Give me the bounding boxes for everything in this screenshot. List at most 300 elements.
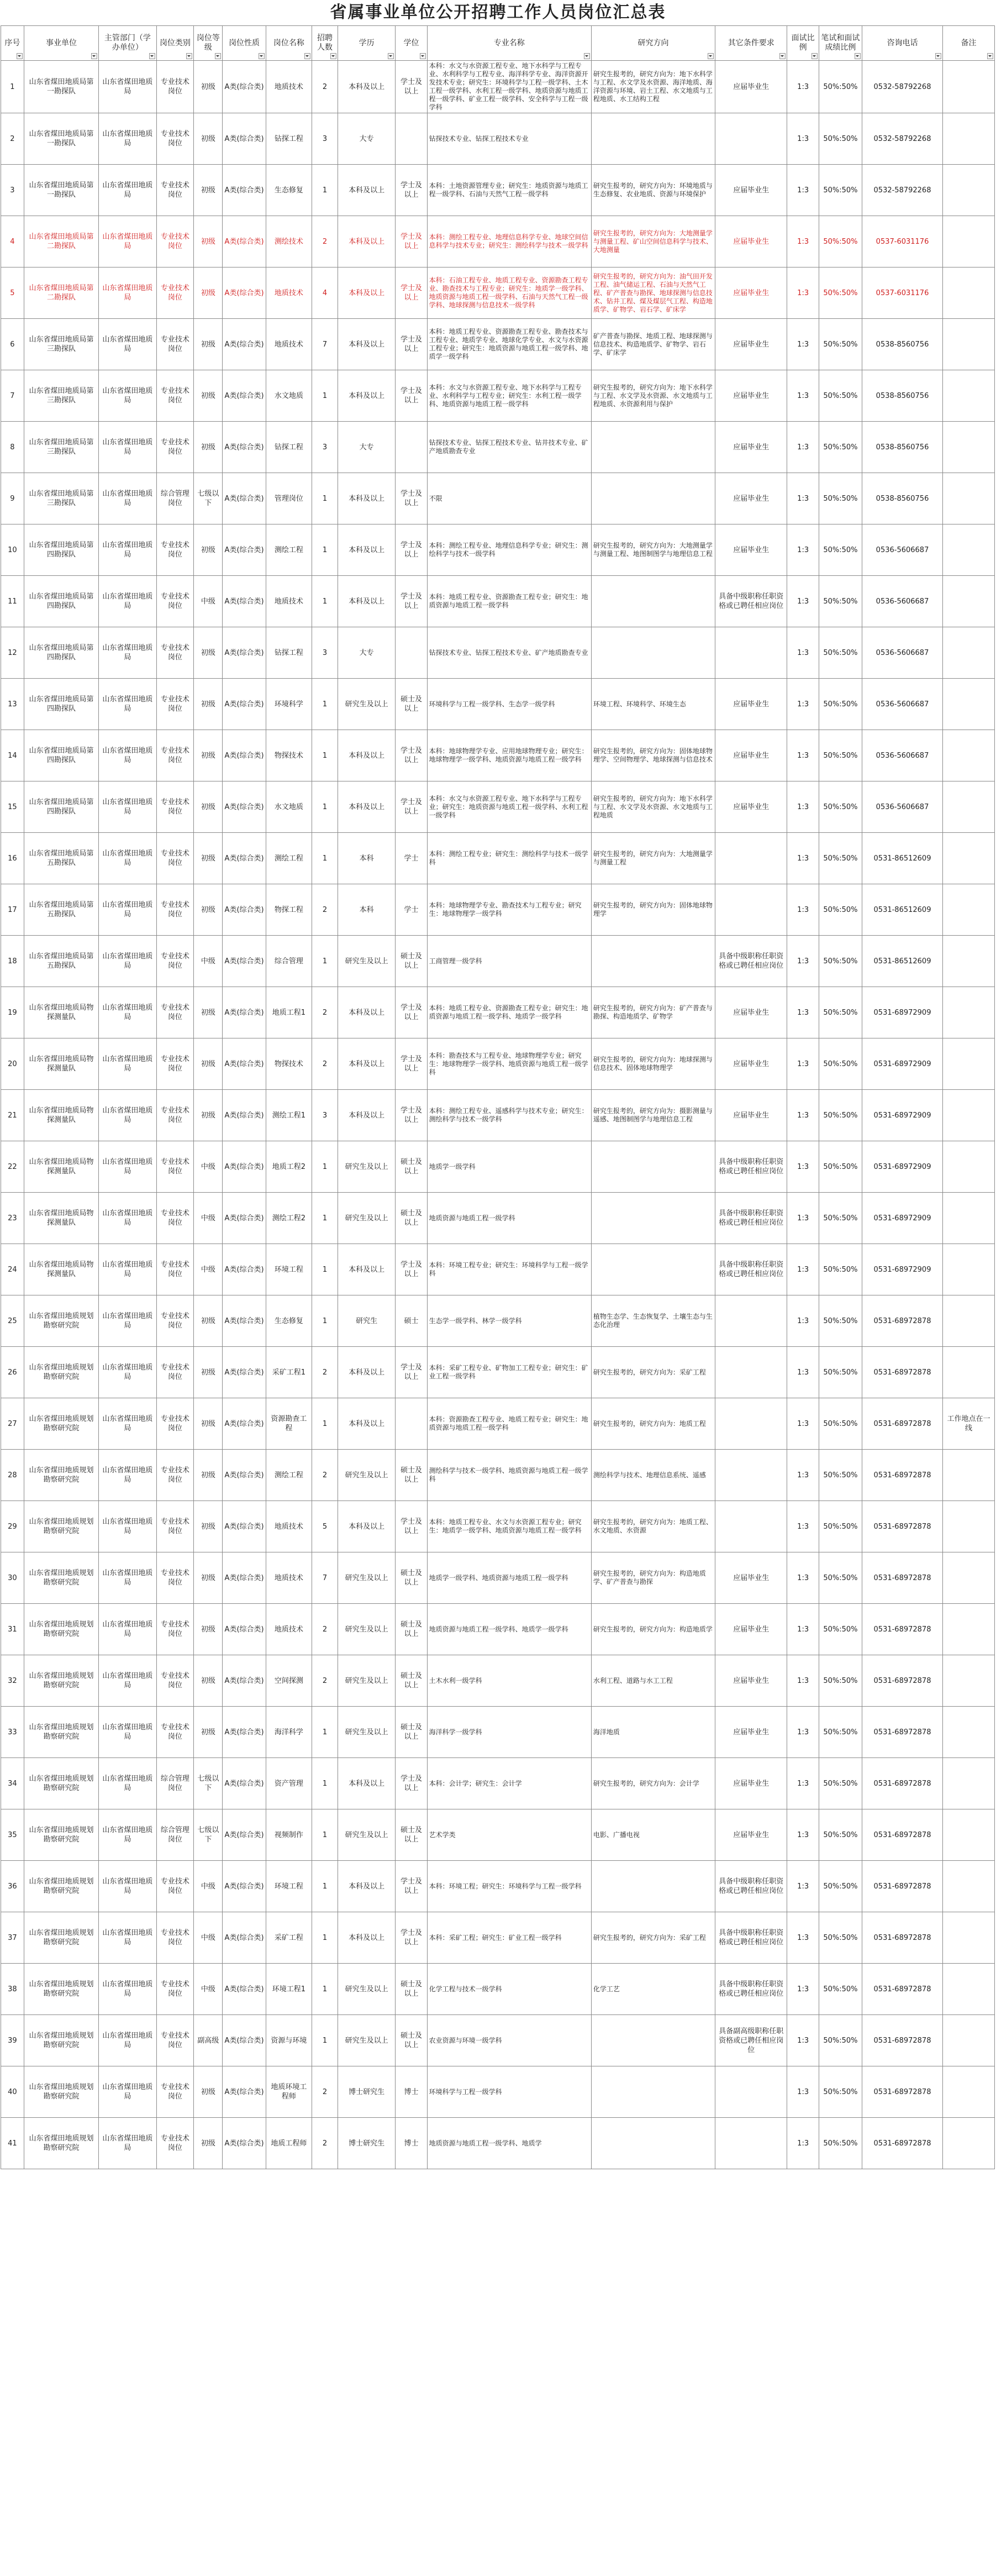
cell-interview-ratio[interactable]: 1:3: [787, 1295, 819, 1347]
cell-department[interactable]: 山东省煤田地质局: [99, 679, 156, 730]
cell-education[interactable]: 本科及以上: [338, 524, 396, 576]
cell-education[interactable]: 本科: [338, 833, 396, 884]
cell-education[interactable]: 本科及以上: [338, 1861, 396, 1912]
cell-note[interactable]: [943, 1090, 995, 1141]
cell-education[interactable]: 本科及以上: [338, 165, 396, 216]
filter-dropdown-icon[interactable]: [215, 53, 221, 59]
cell-unit[interactable]: 山东省煤田地质规划勘察研究院: [24, 1295, 99, 1347]
cell-index[interactable]: 37: [1, 1912, 24, 1964]
cell-note[interactable]: [943, 319, 995, 370]
cell-unit[interactable]: 山东省煤田地质局第二勘探队: [24, 267, 99, 319]
cell-index[interactable]: 2: [1, 113, 24, 165]
cell-post-level[interactable]: 初级: [194, 781, 223, 833]
cell-department[interactable]: 山东省煤田地质局: [99, 1295, 156, 1347]
cell-score-ratio[interactable]: 50%:50%: [819, 1707, 862, 1758]
cell-other-requirements[interactable]: 具备中级职称任职资格或已聘任相应岗位: [715, 1244, 787, 1295]
cell-post-name[interactable]: 水文地质: [266, 370, 312, 422]
cell-headcount[interactable]: 1: [312, 576, 338, 627]
cell-major[interactable]: 本科：水文与水资源工程专业、地下水科学与工程专业、水利科学与工程专业、海洋科学专业、海洋资源开发技术专业；研究生：环境科学与工程一级学科、土木工程一级学科、水利工程一级学科、地质资源与地质工程一级学科、矿业工程一级学科、安全科学与工程一级学科: [427, 61, 591, 113]
cell-post-category[interactable]: 专业技术岗位: [156, 781, 194, 833]
cell-phone[interactable]: 0531-68972878: [862, 1450, 943, 1501]
cell-index[interactable]: 28: [1, 1450, 24, 1501]
cell-post-name[interactable]: 环境科学: [266, 679, 312, 730]
cell-post-name[interactable]: 海洋科学: [266, 1707, 312, 1758]
cell-phone[interactable]: 0531-86512609: [862, 833, 943, 884]
cell-headcount[interactable]: 1: [312, 524, 338, 576]
cell-phone[interactable]: 0531-68972878: [862, 1655, 943, 1707]
cell-post-level[interactable]: 七级以下: [194, 473, 223, 524]
cell-note[interactable]: [943, 679, 995, 730]
cell-post-level[interactable]: 初级: [194, 2118, 223, 2169]
cell-note[interactable]: [943, 1193, 995, 1244]
cell-post-level[interactable]: 初级: [194, 165, 223, 216]
cell-unit[interactable]: 山东省煤田地质规划勘察研究院: [24, 1912, 99, 1964]
cell-post-name[interactable]: 空间探测: [266, 1655, 312, 1707]
cell-note[interactable]: [943, 1912, 995, 1964]
cell-education[interactable]: 本科及以上: [338, 1398, 396, 1450]
cell-department[interactable]: 山东省煤田地质局: [99, 627, 156, 679]
cell-score-ratio[interactable]: 50%:50%: [819, 267, 862, 319]
cell-department[interactable]: 山东省煤田地质局: [99, 473, 156, 524]
cell-other-requirements[interactable]: 应届毕业生: [715, 1707, 787, 1758]
cell-other-requirements[interactable]: 应届毕业生: [715, 473, 787, 524]
cell-post-name[interactable]: 管理岗位: [266, 473, 312, 524]
cell-post-name[interactable]: 地质技术: [266, 1552, 312, 1604]
cell-other-requirements[interactable]: [715, 1347, 787, 1398]
cell-post-level[interactable]: 初级: [194, 113, 223, 165]
cell-research-direction[interactable]: 植物生态学、生态恢复学、土壤生态与生态化治理: [591, 1295, 715, 1347]
cell-other-requirements[interactable]: 应届毕业生: [715, 165, 787, 216]
cell-post-level[interactable]: 七级以下: [194, 1809, 223, 1861]
cell-department[interactable]: 山东省煤田地质局: [99, 1861, 156, 1912]
cell-index[interactable]: 3: [1, 165, 24, 216]
cell-unit[interactable]: 山东省煤田地质规划勘察研究院: [24, 1655, 99, 1707]
cell-index[interactable]: 9: [1, 473, 24, 524]
cell-interview-ratio[interactable]: 1:3: [787, 1758, 819, 1809]
cell-degree[interactable]: 学士及以上: [396, 165, 427, 216]
cell-unit[interactable]: 山东省煤田地质规划勘察研究院: [24, 1398, 99, 1450]
cell-education[interactable]: 本科及以上: [338, 216, 396, 267]
cell-post-category[interactable]: 专业技术岗位: [156, 61, 194, 113]
cell-post-category[interactable]: 专业技术岗位: [156, 2015, 194, 2066]
cell-department[interactable]: 山东省煤田地质局: [99, 987, 156, 1038]
cell-education[interactable]: 研究生及以上: [338, 1141, 396, 1193]
cell-degree[interactable]: 硕士及以上: [396, 2015, 427, 2066]
cell-interview-ratio[interactable]: 1:3: [787, 1912, 819, 1964]
cell-index[interactable]: 10: [1, 524, 24, 576]
cell-index[interactable]: 26: [1, 1347, 24, 1398]
cell-unit[interactable]: 山东省煤田地质局第三勘探队: [24, 473, 99, 524]
cell-phone[interactable]: 0531-68972878: [862, 1707, 943, 1758]
cell-department[interactable]: 山东省煤田地质局: [99, 1501, 156, 1552]
cell-post-level[interactable]: 初级: [194, 319, 223, 370]
cell-post-nature[interactable]: A类(综合类): [223, 884, 266, 936]
cell-education[interactable]: 本科及以上: [338, 319, 396, 370]
cell-degree[interactable]: 学士及以上: [396, 1912, 427, 1964]
cell-research-direction[interactable]: 研究生报考的，研究方向为：地质工程: [591, 1398, 715, 1450]
cell-post-nature[interactable]: A类(综合类): [223, 1655, 266, 1707]
cell-score-ratio[interactable]: 50%:50%: [819, 370, 862, 422]
cell-other-requirements[interactable]: 应届毕业生: [715, 987, 787, 1038]
cell-unit[interactable]: 山东省煤田地质规划勘察研究院: [24, 2066, 99, 2118]
cell-major[interactable]: 本科：石油工程专业、地质工程专业、资源勘查工程专业、勘查技术与工程专业；研究生：地质学一级学科、地质资源与地质工程一级学科、石油与天然气工程一级学科、地球探测与信息技术一级学科: [427, 267, 591, 319]
cell-education[interactable]: 大专: [338, 422, 396, 473]
cell-note[interactable]: 工作地点在一线: [943, 1398, 995, 1450]
cell-other-requirements[interactable]: 应届毕业生: [715, 216, 787, 267]
cell-unit[interactable]: 山东省煤田地质局物探测量队: [24, 1244, 99, 1295]
cell-education[interactable]: 研究生及以上: [338, 1450, 396, 1501]
cell-post-category[interactable]: 专业技术岗位: [156, 422, 194, 473]
cell-post-name[interactable]: 测绘技术: [266, 216, 312, 267]
cell-score-ratio[interactable]: 50%:50%: [819, 781, 862, 833]
cell-education[interactable]: 研究生及以上: [338, 1707, 396, 1758]
cell-headcount[interactable]: 3: [312, 627, 338, 679]
filter-dropdown-icon[interactable]: [708, 53, 714, 59]
cell-headcount[interactable]: 7: [312, 1552, 338, 1604]
cell-post-category[interactable]: 专业技术岗位: [156, 833, 194, 884]
cell-headcount[interactable]: 1: [312, 781, 338, 833]
cell-post-category[interactable]: 专业技术岗位: [156, 319, 194, 370]
cell-degree[interactable]: 学士及以上: [396, 987, 427, 1038]
cell-research-direction[interactable]: 研究生报考的，研究方向为：固体地球物理学: [591, 884, 715, 936]
cell-post-nature[interactable]: A类(综合类): [223, 370, 266, 422]
cell-phone[interactable]: 0531-68972878: [862, 1964, 943, 2015]
cell-unit[interactable]: 山东省煤田地质局第二勘探队: [24, 216, 99, 267]
cell-major[interactable]: 钻探技术专业、钻探工程技术专业、矿产地质勘查专业: [427, 627, 591, 679]
cell-post-name[interactable]: 地质技术: [266, 267, 312, 319]
cell-research-direction[interactable]: [591, 473, 715, 524]
cell-research-direction[interactable]: [591, 1861, 715, 1912]
cell-degree[interactable]: 学士及以上: [396, 1861, 427, 1912]
cell-interview-ratio[interactable]: 1:3: [787, 267, 819, 319]
cell-index[interactable]: 19: [1, 987, 24, 1038]
cell-post-name[interactable]: 环境工程: [266, 1861, 312, 1912]
cell-index[interactable]: 25: [1, 1295, 24, 1347]
cell-unit[interactable]: 山东省煤田地质规划勘察研究院: [24, 1964, 99, 2015]
cell-major[interactable]: 化学工程与技术一级学科: [427, 1964, 591, 2015]
cell-interview-ratio[interactable]: 1:3: [787, 1655, 819, 1707]
cell-post-name[interactable]: 生态修复: [266, 1295, 312, 1347]
cell-post-name[interactable]: 物探技术: [266, 1038, 312, 1090]
cell-interview-ratio[interactable]: 1:3: [787, 2015, 819, 2066]
cell-research-direction[interactable]: 研究生报考的，研究方向为：地质工程、水文地质、水资源: [591, 1501, 715, 1552]
cell-headcount[interactable]: 1: [312, 1193, 338, 1244]
cell-note[interactable]: [943, 61, 995, 113]
cell-degree[interactable]: [396, 1398, 427, 1450]
cell-interview-ratio[interactable]: 1:3: [787, 524, 819, 576]
cell-headcount[interactable]: 1: [312, 1758, 338, 1809]
cell-note[interactable]: [943, 1244, 995, 1295]
filter-dropdown-icon[interactable]: [779, 53, 786, 59]
cell-post-category[interactable]: 专业技术岗位: [156, 576, 194, 627]
cell-interview-ratio[interactable]: 1:3: [787, 730, 819, 781]
cell-post-nature[interactable]: A类(综合类): [223, 1038, 266, 1090]
filter-dropdown-icon[interactable]: [17, 53, 23, 59]
cell-department[interactable]: 山东省煤田地质局: [99, 61, 156, 113]
cell-post-level[interactable]: 初级: [194, 1450, 223, 1501]
cell-unit[interactable]: 山东省煤田地质规划勘察研究院: [24, 1347, 99, 1398]
cell-post-nature[interactable]: A类(综合类): [223, 1398, 266, 1450]
cell-phone[interactable]: 0531-68972909: [862, 1193, 943, 1244]
cell-major[interactable]: 土木水利一级学科: [427, 1655, 591, 1707]
cell-note[interactable]: [943, 1295, 995, 1347]
cell-research-direction[interactable]: [591, 1141, 715, 1193]
cell-post-name[interactable]: 地质工程师: [266, 2118, 312, 2169]
cell-index[interactable]: 40: [1, 2066, 24, 2118]
cell-degree[interactable]: 学士及以上: [396, 61, 427, 113]
cell-interview-ratio[interactable]: 1:3: [787, 627, 819, 679]
cell-post-level[interactable]: 七级以下: [194, 1758, 223, 1809]
cell-research-direction[interactable]: [591, 2118, 715, 2169]
cell-headcount[interactable]: 1: [312, 1244, 338, 1295]
cell-department[interactable]: 山东省煤田地质局: [99, 936, 156, 987]
cell-phone[interactable]: 0531-68972878: [862, 1809, 943, 1861]
cell-index[interactable]: 18: [1, 936, 24, 987]
cell-score-ratio[interactable]: 50%:50%: [819, 1861, 862, 1912]
cell-research-direction[interactable]: [591, 113, 715, 165]
cell-headcount[interactable]: 2: [312, 2118, 338, 2169]
cell-degree[interactable]: 学士及以上: [396, 216, 427, 267]
cell-post-category[interactable]: 专业技术岗位: [156, 216, 194, 267]
cell-research-direction[interactable]: 研究生报考的，研究方向为：矿产普查与勘探、构造地质学、矿物学: [591, 987, 715, 1038]
cell-other-requirements[interactable]: 应届毕业生: [715, 1604, 787, 1655]
cell-unit[interactable]: 山东省煤田地质局物探测量队: [24, 1090, 99, 1141]
cell-phone[interactable]: 0531-68972878: [862, 1552, 943, 1604]
cell-unit[interactable]: 山东省煤田地质局第四勘探队: [24, 781, 99, 833]
cell-education[interactable]: 研究生及以上: [338, 1964, 396, 2015]
filter-dropdown-icon[interactable]: [330, 53, 336, 59]
cell-post-nature[interactable]: A类(综合类): [223, 576, 266, 627]
cell-post-level[interactable]: 初级: [194, 267, 223, 319]
cell-research-direction[interactable]: 研究生报考的，研究方向为：会计学: [591, 1758, 715, 1809]
cell-index[interactable]: 8: [1, 422, 24, 473]
cell-post-nature[interactable]: A类(综合类): [223, 1552, 266, 1604]
cell-degree[interactable]: 硕士: [396, 1295, 427, 1347]
cell-department[interactable]: 山东省煤田地质局: [99, 1552, 156, 1604]
cell-post-level[interactable]: 中级: [194, 936, 223, 987]
cell-research-direction[interactable]: 环境工程、环境科学、环境生态: [591, 679, 715, 730]
cell-major[interactable]: 本科：地质工程专业、资源勘查工程专业、勘查技术与工程专业、地质学专业、地球化学专业、水文与水资源工程专业；研究生：地质资源与地质工程一级学科、地质学一级学科: [427, 319, 591, 370]
cell-post-name[interactable]: 地质工程1: [266, 987, 312, 1038]
cell-other-requirements[interactable]: 具备中级职称任职资格或已聘任相应岗位: [715, 1193, 787, 1244]
cell-score-ratio[interactable]: 50%:50%: [819, 730, 862, 781]
cell-post-nature[interactable]: A类(综合类): [223, 216, 266, 267]
cell-headcount[interactable]: 1: [312, 936, 338, 987]
cell-education[interactable]: 大专: [338, 113, 396, 165]
cell-phone[interactable]: 0531-68972878: [862, 1758, 943, 1809]
cell-unit[interactable]: 山东省煤田地质局第三勘探队: [24, 319, 99, 370]
cell-interview-ratio[interactable]: 1:3: [787, 422, 819, 473]
cell-post-name[interactable]: 地质技术: [266, 319, 312, 370]
cell-note[interactable]: [943, 781, 995, 833]
cell-post-category[interactable]: 专业技术岗位: [156, 1861, 194, 1912]
cell-education[interactable]: 本科及以上: [338, 473, 396, 524]
cell-degree[interactable]: 硕士及以上: [396, 1707, 427, 1758]
cell-other-requirements[interactable]: 应届毕业生: [715, 1758, 787, 1809]
cell-education[interactable]: 大专: [338, 627, 396, 679]
cell-post-name[interactable]: 环境工程1: [266, 1964, 312, 2015]
cell-phone[interactable]: 0538-8560756: [862, 370, 943, 422]
cell-education[interactable]: 本科及以上: [338, 1244, 396, 1295]
cell-post-category[interactable]: 专业技术岗位: [156, 1552, 194, 1604]
cell-index[interactable]: 21: [1, 1090, 24, 1141]
cell-degree[interactable]: 学士及以上: [396, 576, 427, 627]
cell-other-requirements[interactable]: [715, 833, 787, 884]
cell-score-ratio[interactable]: 50%:50%: [819, 1809, 862, 1861]
cell-headcount[interactable]: 1: [312, 730, 338, 781]
cell-headcount[interactable]: 2: [312, 61, 338, 113]
cell-other-requirements[interactable]: [715, 1295, 787, 1347]
cell-research-direction[interactable]: [591, 576, 715, 627]
cell-post-level[interactable]: 初级: [194, 1655, 223, 1707]
cell-post-name[interactable]: 测绘工程2: [266, 1193, 312, 1244]
cell-unit[interactable]: 山东省煤田地质局第四勘探队: [24, 730, 99, 781]
filter-dropdown-icon[interactable]: [811, 53, 818, 59]
cell-post-name[interactable]: 生态修复: [266, 165, 312, 216]
cell-degree[interactable]: 学士及以上: [396, 473, 427, 524]
cell-research-direction[interactable]: [591, 1193, 715, 1244]
cell-major[interactable]: 地质学一级学科: [427, 1141, 591, 1193]
cell-research-direction[interactable]: [591, 2066, 715, 2118]
cell-department[interactable]: 山东省煤田地质局: [99, 884, 156, 936]
cell-index[interactable]: 29: [1, 1501, 24, 1552]
cell-department[interactable]: 山东省煤田地质局: [99, 1398, 156, 1450]
cell-unit[interactable]: 山东省煤田地质局第四勘探队: [24, 627, 99, 679]
cell-post-nature[interactable]: A类(综合类): [223, 1604, 266, 1655]
cell-major[interactable]: 本科：采矿工程专业、矿物加工工程专业；研究生：矿业工程一级学科: [427, 1347, 591, 1398]
cell-education[interactable]: 本科: [338, 884, 396, 936]
cell-other-requirements[interactable]: [715, 2066, 787, 2118]
cell-degree[interactable]: 硕士及以上: [396, 1604, 427, 1655]
cell-major[interactable]: 钻探技术专业、钻探工程技术专业、钻井技术专业、矿产地质勘查专业: [427, 422, 591, 473]
cell-post-name[interactable]: 地质工程2: [266, 1141, 312, 1193]
cell-department[interactable]: 山东省煤田地质局: [99, 1193, 156, 1244]
cell-score-ratio[interactable]: 50%:50%: [819, 165, 862, 216]
cell-degree[interactable]: 学士及以上: [396, 1038, 427, 1090]
cell-note[interactable]: [943, 1552, 995, 1604]
cell-unit[interactable]: 山东省煤田地质局物探测量队: [24, 1193, 99, 1244]
cell-interview-ratio[interactable]: 1:3: [787, 1450, 819, 1501]
cell-education[interactable]: 研究生及以上: [338, 936, 396, 987]
cell-department[interactable]: 山东省煤田地质局: [99, 524, 156, 576]
cell-research-direction[interactable]: 研究生报考的，研究方向为：大地测量学与测量工程、矿山空间信息科学与技术、大地测量: [591, 216, 715, 267]
cell-department[interactable]: 山东省煤田地质局: [99, 1912, 156, 1964]
filter-dropdown-icon[interactable]: [388, 53, 394, 59]
cell-major[interactable]: 本科：采矿工程；研究生：矿业工程一级学科: [427, 1912, 591, 1964]
cell-headcount[interactable]: 2: [312, 884, 338, 936]
cell-research-direction[interactable]: 研究生报考的，研究方向为：采矿工程: [591, 1347, 715, 1398]
cell-other-requirements[interactable]: [715, 1501, 787, 1552]
cell-department[interactable]: 山东省煤田地质局: [99, 1090, 156, 1141]
cell-phone[interactable]: 0532-58792268: [862, 61, 943, 113]
cell-phone[interactable]: 0536-5606687: [862, 781, 943, 833]
cell-post-name[interactable]: 物探工程: [266, 884, 312, 936]
cell-major[interactable]: 地质资源与地质工程一级学科: [427, 1193, 591, 1244]
cell-other-requirements[interactable]: 具备中级职称任职资格或已聘任相应岗位: [715, 1964, 787, 2015]
cell-post-name[interactable]: 视频制作: [266, 1809, 312, 1861]
cell-phone[interactable]: 0531-68972909: [862, 1038, 943, 1090]
cell-other-requirements[interactable]: 应届毕业生: [715, 1090, 787, 1141]
cell-post-category[interactable]: 专业技术岗位: [156, 2118, 194, 2169]
cell-department[interactable]: 山东省煤田地质局: [99, 730, 156, 781]
cell-post-category[interactable]: 专业技术岗位: [156, 987, 194, 1038]
cell-research-direction[interactable]: [591, 936, 715, 987]
cell-interview-ratio[interactable]: 1:3: [787, 216, 819, 267]
cell-research-direction[interactable]: [591, 2015, 715, 2066]
cell-post-name[interactable]: 采矿工程1: [266, 1347, 312, 1398]
cell-note[interactable]: [943, 1347, 995, 1398]
cell-post-category[interactable]: 专业技术岗位: [156, 1090, 194, 1141]
cell-note[interactable]: [943, 1450, 995, 1501]
cell-score-ratio[interactable]: 50%:50%: [819, 2066, 862, 2118]
cell-phone[interactable]: 0531-68972878: [862, 1295, 943, 1347]
cell-major[interactable]: 本科：会计学；研究生：会计学: [427, 1758, 591, 1809]
cell-other-requirements[interactable]: 具备中级职称任职资格或已聘任相应岗位: [715, 1912, 787, 1964]
cell-other-requirements[interactable]: 具备副高级职称任职资格或已聘任相应岗位: [715, 2015, 787, 2066]
cell-major[interactable]: 本科：测绘工程专业、遥感科学与技术专业；研究生：测绘科学与技术一级学科: [427, 1090, 591, 1141]
cell-note[interactable]: [943, 987, 995, 1038]
cell-index[interactable]: 41: [1, 2118, 24, 2169]
cell-post-nature[interactable]: A类(综合类): [223, 627, 266, 679]
cell-education[interactable]: 本科及以上: [338, 1501, 396, 1552]
cell-interview-ratio[interactable]: 1:3: [787, 1707, 819, 1758]
filter-dropdown-icon[interactable]: [420, 53, 426, 59]
cell-note[interactable]: [943, 216, 995, 267]
cell-index[interactable]: 33: [1, 1707, 24, 1758]
cell-major[interactable]: 本科：地质工程专业、资源勘查工程专业；研究生：地质资源与地质工程一级学科、地质学一级学科: [427, 987, 591, 1038]
cell-post-category[interactable]: 专业技术岗位: [156, 1398, 194, 1450]
cell-post-category[interactable]: 专业技术岗位: [156, 524, 194, 576]
cell-interview-ratio[interactable]: 1:3: [787, 1141, 819, 1193]
cell-note[interactable]: [943, 422, 995, 473]
cell-headcount[interactable]: 1: [312, 370, 338, 422]
cell-interview-ratio[interactable]: 1:3: [787, 1861, 819, 1912]
cell-post-level[interactable]: 中级: [194, 576, 223, 627]
cell-post-nature[interactable]: A类(综合类): [223, 2118, 266, 2169]
cell-interview-ratio[interactable]: 1:3: [787, 1347, 819, 1398]
cell-score-ratio[interactable]: 50%:50%: [819, 1964, 862, 2015]
cell-headcount[interactable]: 3: [312, 422, 338, 473]
cell-degree[interactable]: [396, 113, 427, 165]
cell-note[interactable]: [943, 1707, 995, 1758]
cell-note[interactable]: [943, 2118, 995, 2169]
cell-other-requirements[interactable]: [715, 1398, 787, 1450]
cell-education[interactable]: 本科及以上: [338, 1912, 396, 1964]
cell-degree[interactable]: 学士及以上: [396, 267, 427, 319]
cell-note[interactable]: [943, 1141, 995, 1193]
cell-post-category[interactable]: 专业技术岗位: [156, 113, 194, 165]
cell-interview-ratio[interactable]: 1:3: [787, 113, 819, 165]
cell-score-ratio[interactable]: 50%:50%: [819, 422, 862, 473]
cell-education[interactable]: 本科及以上: [338, 730, 396, 781]
cell-score-ratio[interactable]: 50%:50%: [819, 1501, 862, 1552]
cell-score-ratio[interactable]: 50%:50%: [819, 987, 862, 1038]
cell-degree[interactable]: 学士及以上: [396, 1758, 427, 1809]
cell-research-direction[interactable]: 研究生报考的，研究方向为：构造地质学、矿产普查与勘探: [591, 1552, 715, 1604]
cell-major[interactable]: 环境科学与工程一级学科、生态学一级学科: [427, 679, 591, 730]
cell-phone[interactable]: 0531-68972878: [862, 1861, 943, 1912]
cell-post-nature[interactable]: A类(综合类): [223, 1193, 266, 1244]
cell-major[interactable]: 不限: [427, 473, 591, 524]
cell-interview-ratio[interactable]: 1:3: [787, 1244, 819, 1295]
cell-headcount[interactable]: 1: [312, 1964, 338, 2015]
cell-degree[interactable]: 学士及以上: [396, 524, 427, 576]
cell-post-nature[interactable]: A类(综合类): [223, 524, 266, 576]
cell-post-level[interactable]: 初级: [194, 1604, 223, 1655]
cell-interview-ratio[interactable]: 1:3: [787, 781, 819, 833]
cell-index[interactable]: 35: [1, 1809, 24, 1861]
cell-headcount[interactable]: 4: [312, 267, 338, 319]
